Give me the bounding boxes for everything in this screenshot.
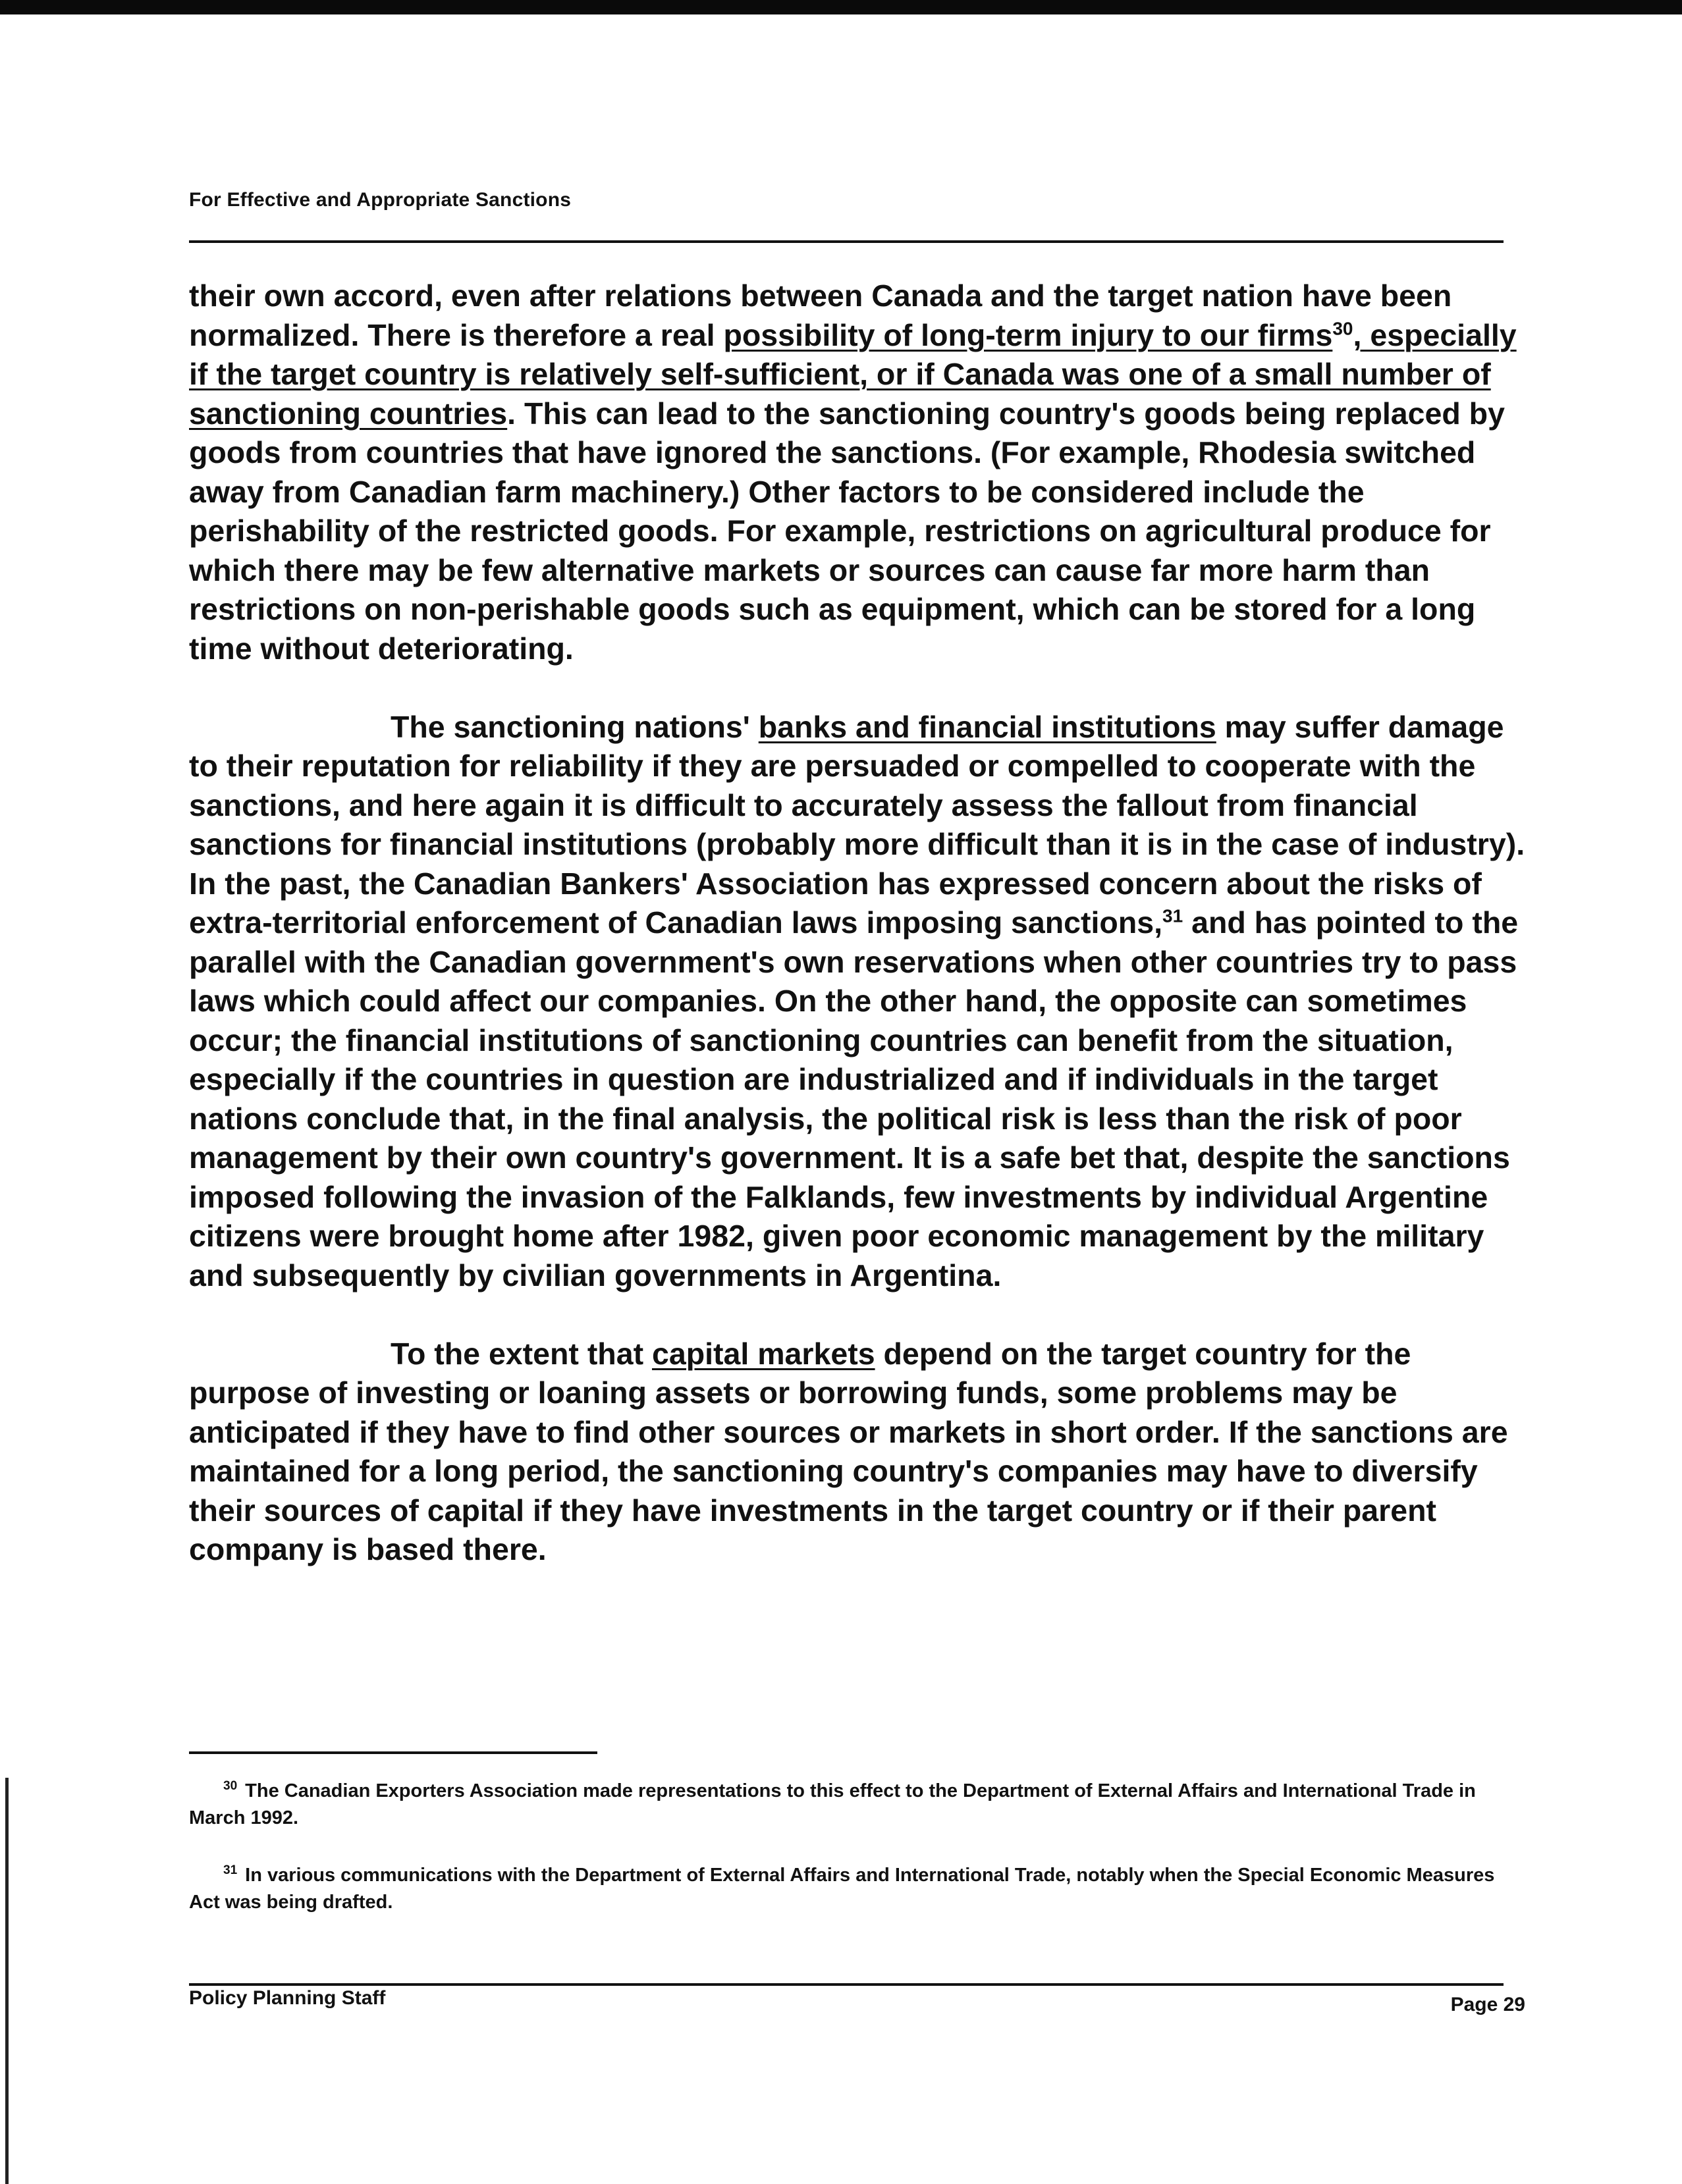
p3-text-a: To the extent that — [391, 1336, 652, 1371]
footnotes — [189, 1778, 1506, 1946]
scan-top-border — [0, 0, 1682, 14]
footnote-30 — [189, 1778, 1506, 1832]
p2-underline: banks and financial institutions — [758, 709, 1216, 744]
p1-text-b: . This can lead to the sanctioning country's goods being replaced by goods from countries that have ignored the sanctions. (For example, Rhodesia switched away from Canadian farm machinery.) Other factors to be considered include the perishability of the restricted goods. For example, restrictions on agricultural produce for which there may be few alternative markets or sources can cause far more harm than restrictions on non-perishable goods such as equipment, which can be stored for a long time without deteriorating. — [189, 396, 1505, 666]
p2-text-b: may suffer damage to their reputation for reliability if they are persuaded or compelled to cooperate with the sanctions, and here again it is difficult to accurately assess the fallout from financial sanctions for financial institutions (probably more difficult than it is in the case of industry). In the past, the Canadian Bankers' Association has expressed concern about the risks of extra-territorial enforcement of Canadian laws imposing sanctions, — [189, 709, 1525, 940]
running-header: For Effective and Appropriate Sanctions — [189, 189, 572, 211]
p3-text-b: depend on the target country for the purpose of investing or loaning assets or borrowing funds, some problems may be anticipated if they have to find other sources or markets in short order. If the sanctions are maintained for a long period, the sanctioning country's companies may have to diversify their sources of capital if they have investments in the target country or if their parent company is based there. — [189, 1336, 1508, 1566]
footnote-mark: 31 — [223, 1863, 238, 1878]
footnote-text: The Canadian Exporters Association made representations to this effect to the Department of External Affairs and International Trade in March 1992. — [189, 1780, 1476, 1828]
paragraph-1 — [189, 277, 1526, 668]
p3-underline: capital markets — [651, 1336, 875, 1371]
scan-left-edge — [5, 1778, 9, 2184]
p1-underline-1: possibility of long-term injury to our firms — [723, 317, 1333, 352]
paragraph-3 — [189, 1335, 1526, 1570]
p1-underline-2: , especially if the target country is relatively self-sufficient, or if Canada was one of a small number of sanctioning countries — [189, 317, 1517, 431]
footnote-rule — [189, 1751, 597, 1754]
header-rule — [189, 240, 1504, 243]
footnote-text: In various communications with the Department of External Affairs and International Trade, notably when the Special Economic Measures Act was being drafted. — [189, 1865, 1495, 1913]
p1-text-a: their own accord, even after relations between Canada and the target nation have been normalized. There is therefore a real — [189, 279, 1452, 352]
p2-text-a: The sanctioning nations' — [391, 709, 759, 744]
p2-text-c: and has pointed to the parallel with the Canadian government's own reservations when other countries try to pass laws which could affect our companies. On the other hand, the opposite can sometimes occur; the financial institutions of sanctioning countries can benefit from the situation, especially if the countries in question are industrialized and if individuals in the target nations conclude that, in the final analysis, the political risk is less than the risk of poor management by their own country's government. It is a safe bet that, despite the sanctions imposed following the invasion of the Falklands, few investments by individual Argentine citizens were brought home after 1982, given poor economic management by the military and subsequently by civilian governments in Argentina. — [189, 905, 1519, 1292]
footnote-mark: 30 — [223, 1779, 238, 1794]
paragraph-2 — [189, 708, 1526, 1296]
footnote-ref-31: 31 — [1162, 905, 1183, 926]
body-text — [189, 277, 1526, 1609]
footer-rule — [189, 1983, 1504, 1986]
footnote-ref-30: 30 — [1332, 318, 1353, 338]
footnote-31 — [189, 1862, 1506, 1916]
footer-organization: Policy Planning Staff — [189, 1987, 386, 2009]
page-number: Page 29 — [1450, 1994, 1525, 2015]
